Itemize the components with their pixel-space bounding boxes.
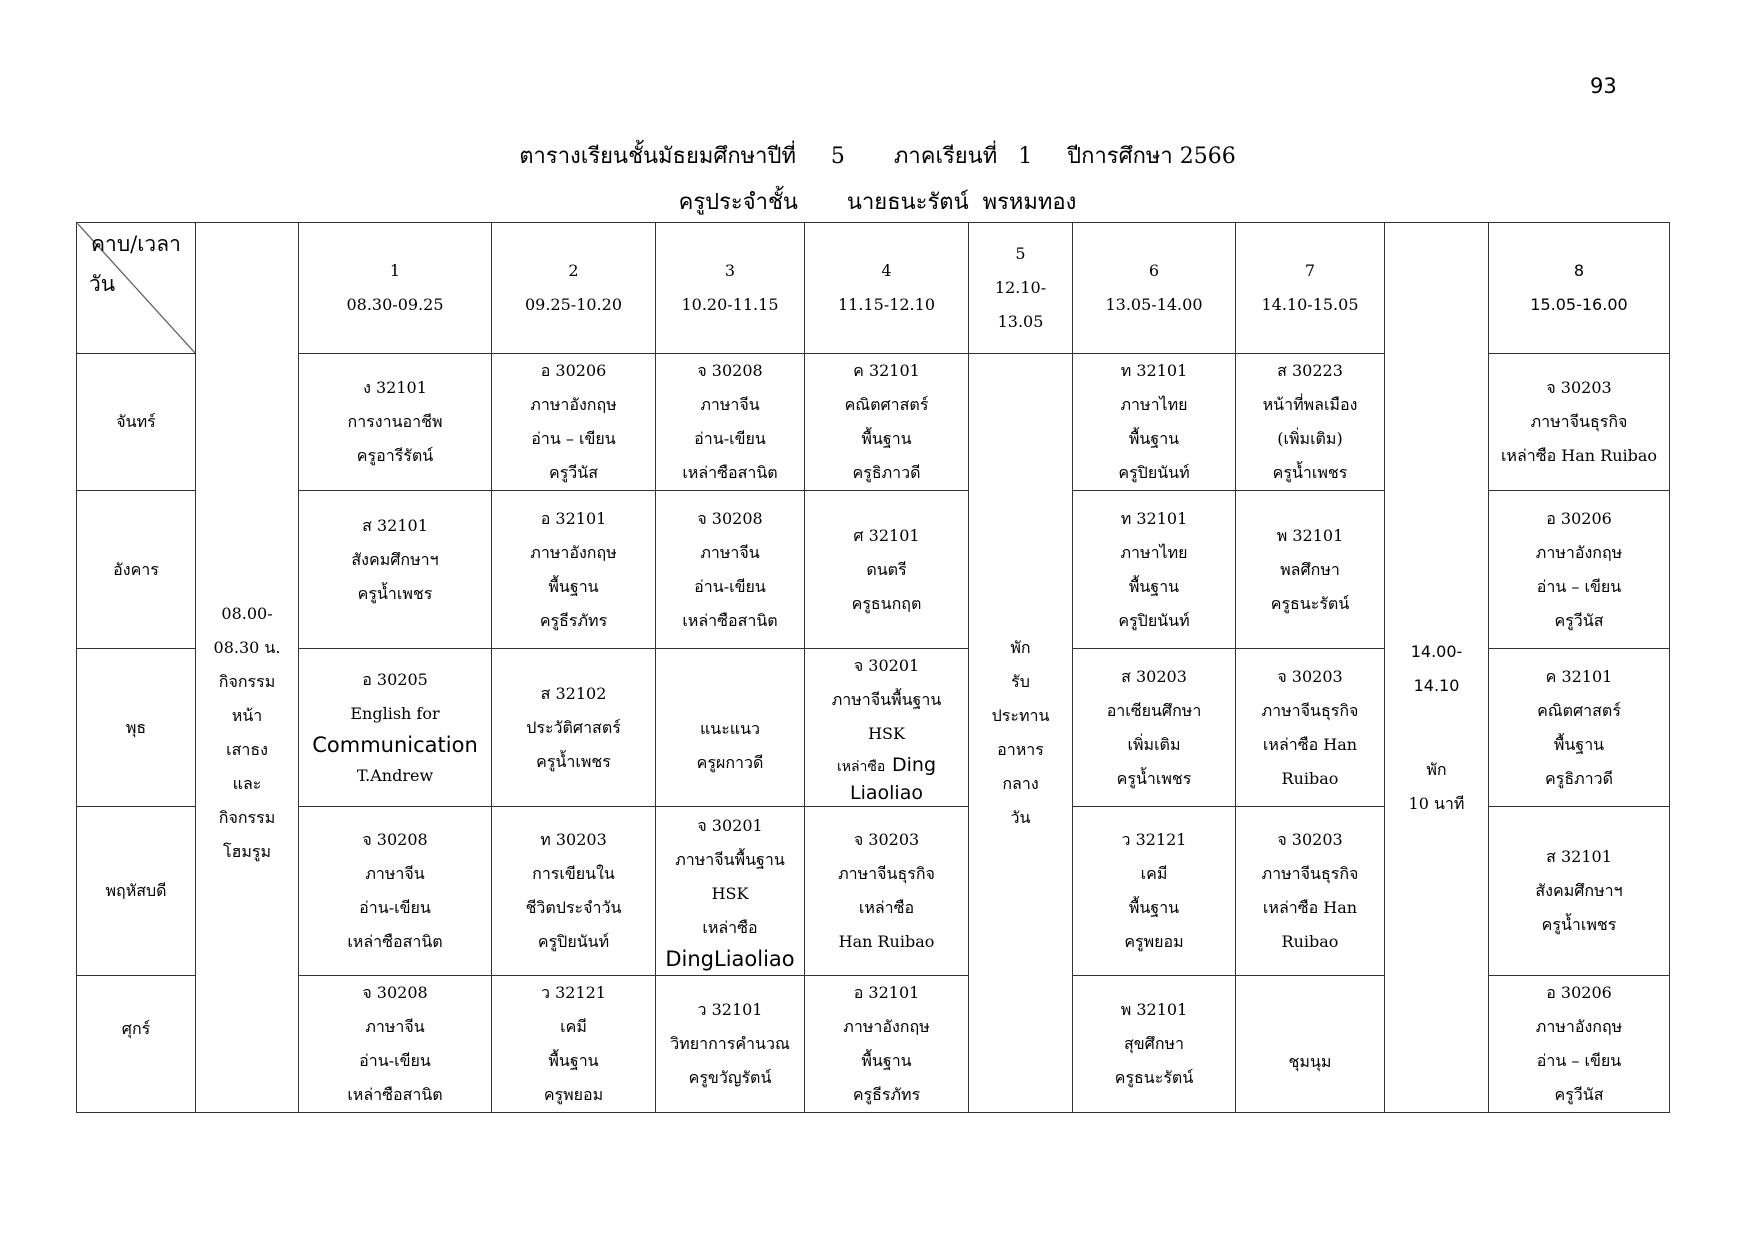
cell-line: ส 32101 [1546,847,1612,866]
day-label: จันทร์ [77,354,196,491]
cell-line: สังคมศึกษาฯ [351,549,439,569]
day-label: ศุกร์ [77,976,196,1113]
class-cell [656,649,805,807]
cell-line: Communication [312,732,478,757]
class-cell [1489,491,1670,649]
period-time: 11.15-12.10 [837,295,935,314]
cell-line: เหล่าซือ Han Ruibao [1500,446,1658,465]
cell-line: ครูธนะรัตน์ [1114,1068,1194,1087]
cell-line: อ่าน-เขียน [359,1051,431,1070]
cell-line: ภาษาอังกฤษ [1535,1017,1623,1036]
cell-line: ครูธิภาวดี [852,463,921,482]
homeroom-line: หน้า [231,705,263,725]
lunch-cell [969,354,1073,1113]
class-cell [656,354,805,491]
period-number: 6 [1148,261,1160,280]
cell-line: พื้นฐาน [1128,898,1180,917]
class-cell [1489,976,1670,1113]
class-cell [805,649,969,807]
homeroom-line: เสาธง [226,739,268,759]
period-time: 12.10- [994,278,1047,297]
cell-line: ส 30223 [1277,361,1343,380]
cell-line: ครูธนะรัตน์ [1270,593,1350,613]
period-number: 1 [389,261,401,280]
cell-line: พื้นฐาน [548,1051,599,1070]
break-line [1385,703,1488,753]
homeroom-line: โฮมรูม [222,841,272,861]
cell-line: อาเซียนศึกษา [1106,700,1202,720]
cell-line: หน้าที่พลเมือง [1262,395,1358,414]
class-cell [1073,491,1236,649]
cell-line: จ 30208 [697,508,763,528]
lunch-line: อาหาร [997,740,1044,759]
period-time: 10.20-11.15 [681,295,779,314]
cell-line: ภาษาไทย [1120,395,1188,414]
cell-line [805,751,968,780]
cell-line: เหล่าซือสานิต [682,463,778,482]
cell-line: ครูน้ำเพชร [536,751,611,771]
class-cell [805,491,969,649]
class-cell [299,354,492,491]
period-number: 4 [881,261,892,280]
homeroom-line: 08.00- [221,603,273,623]
cell-line: ว 32121 [541,983,606,1002]
cell-line: ภาษาอังกฤษ [1535,542,1623,562]
cell-line: ครูน้ำเพชร [1272,463,1348,482]
cell-line: พื้นฐาน [861,429,912,448]
cell-line: ครูธีรภัทร [539,610,608,630]
timetable [76,222,1670,1113]
class-cell [492,976,656,1113]
cell-line: จ 30208 [697,361,763,380]
cell-line: จ 30208 [362,983,428,1002]
class-cell [1073,976,1236,1113]
cell-line: (เพิ่มเติม) [1277,429,1343,448]
cell-line: อ่าน – เขียน [531,429,616,448]
cell-line: ค 32101 [853,361,920,380]
cell-line: ภาษาอังกฤษ [530,395,617,414]
page-number: 93 [1590,74,1617,98]
period-number: 7 [1304,261,1316,280]
homeroom-line: กิจกรรม [218,671,276,691]
cell-line: เหล่าซือสานิต [347,932,443,951]
cell-line: เพิ่มเติม [1127,734,1181,754]
cell-line: พื้นฐาน [1128,576,1180,596]
class-cell [299,976,492,1113]
class-cell [1489,807,1670,976]
cell-line: เหล่าซือ [702,918,758,937]
cell-line: ครูน้ำเพชร [357,583,433,603]
corner-cell [77,223,196,354]
cell-line: ครูขวัญรัตน์ [688,1068,772,1087]
class-cell [1489,649,1670,807]
class-cell [1073,354,1236,491]
period-time: 14.10-15.05 [1261,295,1359,314]
cell-line: ชุมนุม [1288,1052,1332,1071]
cell-line: พื้นฐาน [1553,734,1605,754]
cell-line: ส 32102 [540,683,607,703]
cell-line: ครูปิยนันท์ [1118,610,1190,630]
homeroom-line: กิจกรรม [218,807,276,827]
cell-line: ครูน้ำเพชร [1541,915,1617,934]
cell-line: ภาษาจีน [365,864,425,883]
cell-line: ภาษาอังกฤษ [530,542,617,562]
day-label: พุธ [77,649,196,807]
cell-line: เหล่าซือสานิต [347,1085,443,1104]
cell-line: อ่าน-เขียน [359,898,431,917]
cell-line: ท 32101 [1120,361,1188,380]
period-header-4 [805,223,969,354]
cell-line: ท 30203 [540,830,607,849]
cell-line: ครูน้ำเพชร [1116,768,1192,788]
lunch-line: กลาง [1002,774,1039,793]
cell-line: ง 32101 [363,378,427,397]
cell-line: อ่าน-เขียน [694,576,766,596]
cell-line: พื้นฐาน [548,576,599,596]
cell-line: ครูอารีรัตน์ [356,446,434,465]
class-cell [805,354,969,491]
cell-line: เหล่าซือ Han [1262,898,1358,917]
lunch-line: รับ [1011,672,1030,691]
class-cell [1073,649,1236,807]
cell-line: ภาษาจีนธุรกิจ [1261,864,1359,883]
cell-line: ภาษาอังกฤษ [843,1017,930,1036]
class-cell [805,976,969,1113]
break-line: พัก [1426,759,1447,779]
lunch-line: วัน [1010,808,1031,827]
cell-line: จ 30203 [1277,830,1343,849]
cell-line: ภาษาจีนธุรกิจ [838,864,935,883]
cell-line: จ 30203 [853,830,920,849]
period-time: 08.30-09.25 [346,295,444,314]
period-header-5 [969,223,1073,354]
cell-line: อ 30205 [362,669,428,689]
cell-line: อ่าน-เขียน [694,429,766,448]
cell-line: อ 30206 [540,361,607,380]
period-header-3 [656,223,805,354]
page-title: ตารางเรียนชั้นมัธยมศึกษาปีที่ 5 ภาคเรียนที่ 1 ปีการศึกษา 2566 [519,144,1236,169]
break-line: 10 นาที [1408,793,1465,813]
cell-line: ภาษาจีนธุรกิจ [1530,412,1628,431]
header-row [77,223,1670,354]
class-cell [1489,354,1670,491]
cell-line: ชีวิตประจำวัน [525,898,622,917]
cell-line: สังคมศึกษาฯ [1535,881,1623,900]
cell-line: การเขียนใน [532,864,615,883]
cell-line: ครูธีรภัทร [852,1085,921,1104]
cell-line: พลศึกษา [1280,559,1340,579]
cell-line: วิทยาการคำนวณ [670,1034,790,1053]
class-cell [1236,491,1385,649]
cell-line: ภาษาไทย [1120,542,1188,562]
cell-text: เหล่าซือ [836,759,886,775]
cell-line: ครูวีนัส [1554,1085,1604,1104]
day-label: อังคาร [77,491,196,649]
homeroom-line: 08.30 น. [213,637,281,657]
cell-line: จ 30203 [1546,378,1612,397]
cell-line: ท 32101 [1120,508,1188,528]
cell-line: ภาษาจีน [700,395,760,414]
cell-line: จ 30208 [362,830,428,849]
period-number: 2 [568,261,579,280]
cell-line: T.Andrew [356,765,434,785]
homeroom-teacher-line: ครูประจำชั้น นายธนะรัตน์ พรหมทอง [678,190,1077,215]
period-header-7 [1236,223,1385,354]
cell-line: พื้นฐาน [861,1051,912,1070]
cell-line: เคมี [560,1017,587,1036]
period-time: 15.05-16.00 [1530,295,1628,314]
cell-line: เหล่าซือ [858,898,915,917]
cell-line: เคมี [1140,864,1168,883]
cell-line: ส 30203 [1121,666,1187,686]
break-cell [1385,223,1489,1113]
class-cell [1236,649,1385,807]
cell-line: จ 30203 [1277,666,1343,686]
corner-bottom-label: วัน [89,272,116,296]
cell-text: Ding [892,754,937,776]
cell-line: ประวัติศาสตร์ [526,717,621,737]
cell-line: จ 30201 [853,656,920,675]
cell-line: ครูวีนัส [549,463,598,482]
class-cell [656,976,805,1113]
cell-line: ภาษาจีน [700,542,760,562]
class-cell [805,807,969,976]
cell-line: HSK [711,884,749,903]
cell-line: English for [350,703,440,723]
homeroom-line: และ [232,773,262,793]
period-time-end: 13.05 [997,312,1044,331]
cell-line: Han Ruibao [838,932,935,951]
cell-line: Ruibao [1281,768,1339,788]
cell-line: ครูพยอม [1124,932,1184,951]
cell-line: จ 30201 [697,816,763,835]
cell-line: เหล่าซือสานิต [682,610,778,630]
period-time: 13.05-14.00 [1105,295,1203,314]
cell-line: พ 32101 [1276,525,1344,545]
cell-line: ภาษาจีนพื้นฐาน [831,690,942,709]
cell-line: พ 32101 [1120,1000,1188,1019]
cell-line: อ 30206 [1546,508,1612,528]
cell-line: ครูปิยนันท์ [537,932,610,951]
cell-line: อ่าน – เขียน [1536,576,1622,596]
cell-line: ค 32101 [1545,666,1613,686]
cell-line: DingLiaoliao [665,947,795,971]
cell-line: ส 32101 [362,515,428,535]
break-line: 14.00- [1410,641,1463,661]
cell-line: ดนตรี [866,559,907,579]
class-cell [1236,807,1385,976]
cell-line: ศ 32101 [853,525,920,545]
cell-line: ภาษาจีนธุรกิจ [1261,700,1359,720]
class-cell [492,649,656,807]
cell-line: Ruibao [1281,932,1339,951]
cell-line: การงานอาชีพ [347,412,443,431]
period-header-8 [1489,223,1670,354]
class-cell [1073,807,1236,976]
cell-line: Liaoliao [850,782,923,804]
period-header-6 [1073,223,1236,354]
cell-line: ครูผกาวดี [696,752,764,772]
class-cell [492,354,656,491]
cell-line: พื้นฐาน [1128,429,1180,448]
class-cell [1236,354,1385,491]
corner-top-label: คาบ/เวลา [91,232,181,256]
class-cell [299,649,492,807]
cell-line: อ 30206 [1546,983,1612,1002]
cell-line: ครูปิยนันท์ [1118,463,1190,482]
cell-line: อ 32101 [540,508,607,528]
cell-line: อ่าน – เขียน [1536,1051,1622,1070]
class-cell [299,807,492,976]
class-cell [656,491,805,649]
day-label: พฤหัสบดี [77,807,196,976]
cell-line: ครูพยอม [543,1085,604,1104]
cell-line: สุขศึกษา [1123,1034,1185,1053]
lunch-line: ประทาน [991,706,1050,725]
cell-line: ครูธนกฤต [851,593,922,613]
cell-line: แนะแนว [699,718,761,738]
cell-line: HSK [868,724,905,743]
class-cell [492,807,656,976]
period-number: 5 [1015,244,1026,263]
cell-line: ครูธิภาวดี [1545,768,1613,788]
cell-line: ว 32101 [697,1000,763,1019]
period-header-2 [492,223,656,354]
period-number: 3 [724,261,736,280]
period-time: 09.25-10.20 [524,295,622,314]
period-header-1 [299,223,492,354]
homeroom-cell [196,223,299,1113]
lunch-line: พัก [1010,638,1031,657]
cell-line: ครูวีนัส [1554,610,1604,630]
cell-line: ภาษาจีนพื้นฐาน [675,850,785,869]
cell-line: คณิตศาสตร์ [1537,700,1621,720]
cell-line: ว 32121 [1121,830,1187,849]
break-line: 14.10 [1413,675,1460,695]
cell-line: ภาษาจีน [365,1017,425,1036]
class-cell [1236,976,1385,1113]
class-cell [299,491,492,649]
cell-line: อ 32101 [853,983,920,1002]
class-cell [492,491,656,649]
class-cell [656,807,805,976]
cell-line: คณิตศาสตร์ [844,395,929,414]
period-number: 8 [1573,261,1585,280]
cell-line: เหล่าซือ Han [1262,734,1358,754]
